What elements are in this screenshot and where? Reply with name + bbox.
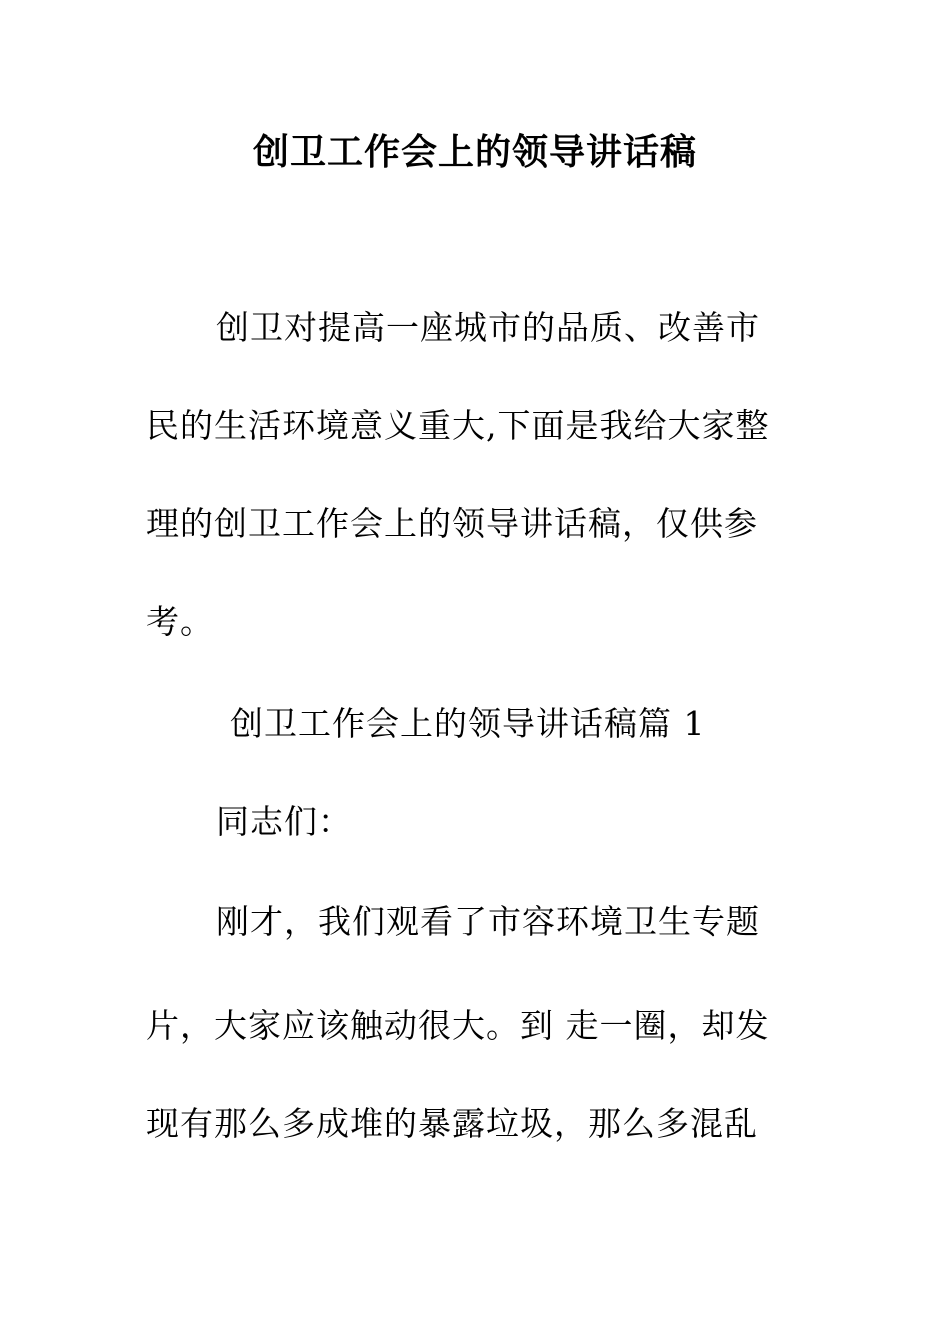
body-line-2: 片，大家应该触动很大。到 走一圈，却发 (146, 1006, 770, 1045)
salutation: 同志们： (216, 802, 352, 841)
section-heading: 创卫工作会上的领导讲话稿篇 1 (230, 704, 706, 743)
body-line-3: 现有那么多成堆的暴露垃圾，那么多混乱 (146, 1104, 758, 1143)
intro-line-4: 考。 (146, 602, 214, 641)
intro-line-1: 创卫对提高一座城市的品质、改善市 (216, 308, 760, 347)
intro-line-2: 民的生活环境意义重大,下面是我给大家整 (146, 406, 770, 445)
document-title: 创卫工作会上的领导讲话稿 (252, 132, 697, 173)
body-line-1: 刚才，我们观看了市容环境卫生专题 (216, 902, 760, 941)
intro-line-3: 理的创卫工作会上的领导讲话稿，仅供参 (146, 504, 758, 543)
